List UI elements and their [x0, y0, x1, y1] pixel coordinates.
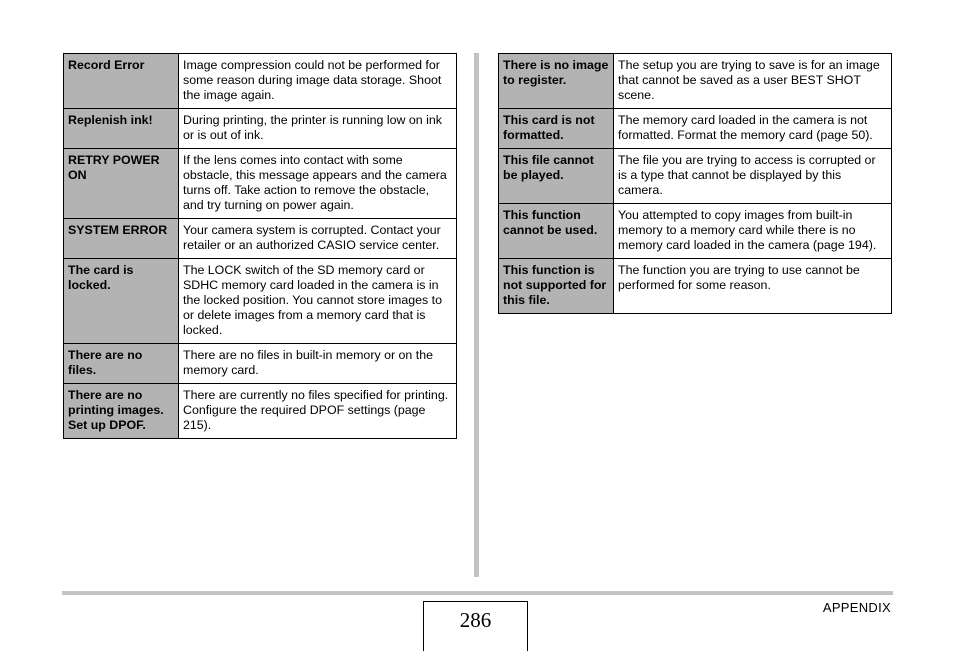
message-description: The file you are trying to access is corrupted or is a type that cannot be displayed by this camera.	[614, 149, 892, 204]
table-row	[64, 384, 457, 439]
table-row	[64, 54, 457, 109]
message-term: There are no files.	[64, 344, 179, 384]
page-number: 286	[459, 608, 492, 632]
column-divider	[474, 53, 479, 577]
message-description: There are no files in built-in memory or on the memory card.	[179, 344, 457, 384]
message-term: RETRY POWER ON	[64, 149, 179, 219]
table-row	[499, 54, 892, 109]
message-term: This function is not supported for this file.	[499, 259, 614, 314]
message-term: Record Error	[64, 54, 179, 109]
table-row	[499, 149, 892, 204]
message-term: The card is locked.	[64, 259, 179, 344]
table-row	[64, 149, 457, 219]
message-description: Your camera system is corrupted. Contact your retailer or an authorized CASIO service center.	[179, 219, 457, 259]
message-term: SYSTEM ERROR	[64, 219, 179, 259]
page-number-box	[423, 601, 528, 651]
message-description: There are currently no files specified for printing. Configure the required DPOF settings (page 215).	[179, 384, 457, 439]
table-row	[499, 204, 892, 259]
table-row	[64, 344, 457, 384]
footer-rule	[62, 591, 893, 595]
message-term: Replenish ink!	[64, 109, 179, 149]
message-term: This function cannot be used.	[499, 204, 614, 259]
table-row	[64, 259, 457, 344]
section-label: APPENDIX	[822, 600, 891, 615]
message-term: This card is not formatted.	[499, 109, 614, 149]
message-description: You attempted to copy images from built-in memory to a memory card while there is no memory card loaded in the camera (page 194).	[614, 204, 892, 259]
message-description: Image compression could not be performed for some reason during image data storage. Shoot the image again.	[179, 54, 457, 109]
message-description: During printing, the printer is running low on ink or is out of ink.	[179, 109, 457, 149]
error-message-table-right	[498, 53, 892, 314]
message-description: The function you are trying to use cannot be performed for some reason.	[614, 259, 892, 314]
table-row	[499, 109, 892, 149]
message-description: If the lens comes into contact with some obstacle, this message appears and the camera turns off. Take action to remove the obstacle, and try turning on power again.	[179, 149, 457, 219]
table-row	[64, 219, 457, 259]
table-row	[64, 109, 457, 149]
message-description: The LOCK switch of the SD memory card or SDHC memory card loaded in the camera is in the locked position. You cannot store images to or delete images from a memory card that is locked.	[179, 259, 457, 344]
message-description: The setup you are trying to save is for an image that cannot be saved as a user BEST SHOT scene.	[614, 54, 892, 109]
error-message-table-left	[63, 53, 457, 439]
table-row	[499, 259, 892, 314]
message-description: The memory card loaded in the camera is not formatted. Format the memory card (page 50).	[614, 109, 892, 149]
message-term: There is no image to register.	[499, 54, 614, 109]
message-term: There are no printing images. Set up DPOF.	[64, 384, 179, 439]
message-term: This file cannot be played.	[499, 149, 614, 204]
